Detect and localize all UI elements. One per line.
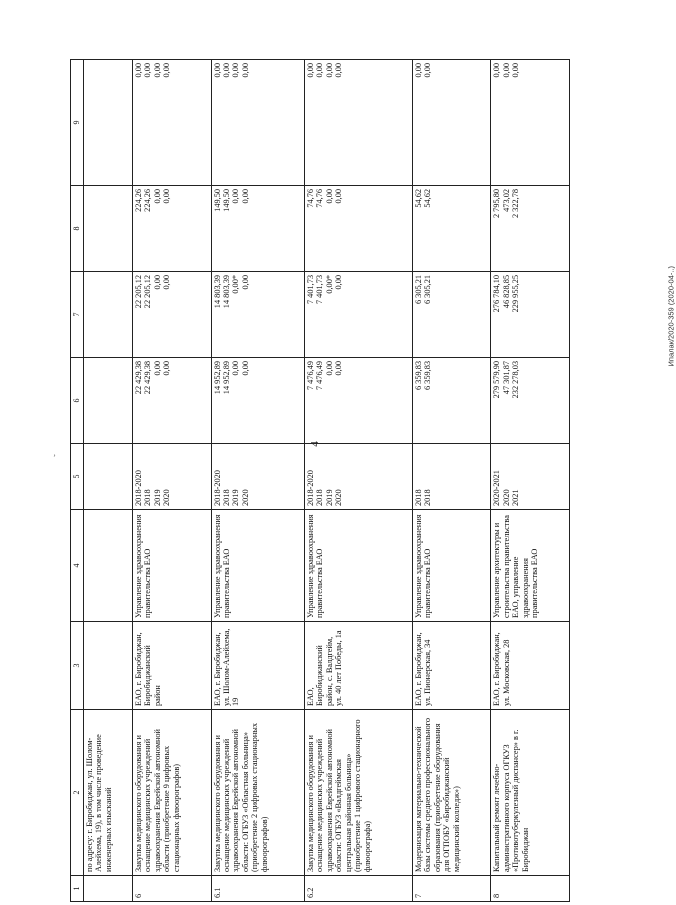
cell-col9-value: 0,00: [152, 63, 162, 78]
cell-col9-value: 0,00: [413, 63, 423, 78]
cell-col7: [132, 272, 211, 358]
cell-col7-value: 0,00*: [231, 275, 241, 294]
cell-years: [211, 444, 304, 510]
cell-col7-value: 276 784,10: [492, 275, 502, 313]
cell-col6: [304, 358, 412, 444]
cell-col6-value: 0,00: [152, 361, 162, 376]
cell-col8-value: 2 322,78: [511, 189, 521, 219]
cell-col6: [132, 358, 211, 444]
cell-col8-value: 224,26: [143, 189, 153, 212]
cell-name: Закупка медицинского оборудования и оснащение медицинских учреждений здравоохранения Еврейской автономной области: ОГБУЗ «Областная больница» (приобретение 2 цифровых стационарных флюорографов): [211, 710, 304, 876]
cell-col8-value: 149,50: [221, 189, 231, 212]
cell-years-value: 2018: [423, 489, 433, 506]
cell-col6-value: 14 952,89: [212, 361, 222, 395]
cell-col9: [211, 60, 304, 186]
cell-col6-value: 7 476,49: [315, 361, 325, 391]
table-row: [132, 60, 211, 902]
scan-mark: ʼ: [53, 453, 56, 463]
cell-col6-value: 279 579,90: [492, 361, 502, 399]
header-col-7: 7: [71, 272, 84, 358]
cell-col9-value: 0,00: [162, 63, 172, 78]
cell-executor: Управление архитектуры и строительства правительства ЕАО, управление здравоохранения правительства ЕАО: [491, 510, 570, 622]
cell-years-value: 2018: [221, 489, 231, 506]
header-col-4: 4: [71, 510, 84, 622]
cell-col9: [412, 60, 491, 186]
cell-years-value: 2020: [501, 489, 511, 506]
cell-col9-value: 0,00: [334, 63, 344, 78]
cell-col6-value: 0,00: [324, 361, 334, 376]
cell-col7-value: 22 205,12: [143, 275, 153, 309]
cell-col9-value: 0,00: [492, 63, 502, 78]
cell-col6-value: 6 359,83: [423, 361, 433, 391]
header-col-3: 3: [71, 622, 84, 710]
cell-col9-value: 0,00: [511, 63, 521, 78]
table-row: [412, 60, 491, 902]
cell-years-value: 2019: [152, 489, 162, 506]
header-row: [71, 60, 84, 902]
cell-no: 6.2: [304, 876, 412, 902]
cell-col8-value: 149,50: [212, 189, 222, 212]
cell-col8-value: 0,00: [324, 189, 334, 204]
cell-col9-value: 0,00: [423, 63, 433, 78]
cell-col6-value: 0,00: [334, 361, 344, 376]
cell-col8-value: 0,00: [162, 189, 172, 204]
cell-executor: Управление здравоохранения правительства ЕАО: [412, 510, 491, 622]
cell-col9-value: 0,00: [133, 63, 143, 78]
cell-years: [412, 444, 491, 510]
cell-years-value: 2019: [231, 489, 241, 506]
cell-col6: [491, 358, 570, 444]
cell-col7-value: 14 803,39: [221, 275, 231, 309]
header-col-5: 5: [71, 444, 84, 510]
cell-col7: [211, 272, 304, 358]
cell-col8: [304, 186, 412, 272]
cell-col7-value: 22 205,12: [133, 275, 143, 309]
cell-col9-value: 0,00: [231, 63, 241, 78]
cell-col6-value: 22 429,38: [143, 361, 153, 395]
table-row: [211, 60, 304, 902]
cell-col7-value: 6 305,21: [413, 275, 423, 305]
cell-no: 6.1: [211, 876, 304, 902]
cell-col8-value: 54,62: [413, 189, 423, 208]
document-reference: Ипалак/2020-359 (2020-04-..): [666, 266, 676, 367]
cell-address: ЕАО, Биробиджанский район, с. Валдгейм, ул. 40 лет Победы, 1а: [304, 622, 412, 710]
cell-years-value: 2019: [324, 489, 334, 506]
rotated-table-container: [70, 60, 570, 902]
cell-years-value: 2018-2020: [133, 470, 143, 506]
cell-executor: Управление здравоохранения правительства ЕАО: [304, 510, 412, 622]
cell-years-value: 2018: [413, 489, 423, 506]
header-col-2: 2: [71, 710, 84, 876]
cell-col6-value: 6 359,83: [413, 361, 423, 391]
cell-col8-value: 0,00: [152, 189, 162, 204]
cell-col6-value: 0,00: [231, 361, 241, 376]
cell-years-value: 2020: [334, 489, 344, 506]
cell-no: 7: [412, 876, 491, 902]
cell-years-value: 2020-2021: [492, 470, 502, 506]
cell-col8: [412, 186, 491, 272]
header-col-9: 9: [71, 60, 84, 186]
cell-col6: [211, 358, 304, 444]
cell-address: ЕАО, г. Биробиджан, Биробиджанский район: [132, 622, 211, 710]
cell-col8-value: 224,26: [133, 189, 143, 212]
cell-col9-value: 0,00: [305, 63, 315, 78]
cell-col9-value: 0,00: [240, 63, 250, 78]
cell-col7-value: 7 401,73: [315, 275, 325, 305]
cell-col8-value: 0,00: [231, 189, 241, 204]
cell-years: [491, 444, 570, 510]
cell-col7-value: 46 828,85: [501, 275, 511, 309]
cell-name: Закупка медицинского оборудования и оснащение медицинских учреждений здравоохранения Еврейской автономной области: ОГБУЗ «Валдгеймская центральная районная больница» (приобретение 1 цифрового стационарного флюорографа): [304, 710, 412, 876]
cell-name: Закупка медицинского оборудования и оснащение медицинских учреждений здравоохранения Еврейской автономной области (приобретение 9 цифровых стационарных флюорографов): [132, 710, 211, 876]
cell-col7-value: 0,00: [240, 275, 250, 290]
cell-col8: [211, 186, 304, 272]
cell-col9: [491, 60, 570, 186]
cell-col7-value: 0,00: [334, 275, 344, 290]
cell-col7: [491, 272, 570, 358]
cell-col8-value: 0,00: [240, 189, 250, 204]
cell-col8-value: 74,76: [315, 189, 325, 208]
cell-col9-value: 0,00: [143, 63, 153, 78]
cell-col7: [304, 272, 412, 358]
cell-col6-value: 232 278,03: [511, 361, 521, 399]
table-row: [491, 60, 570, 902]
cell-years-value: 2020: [240, 489, 250, 506]
cell-name: Капитальный ремонт лечебно-административного корпуса ОГКУЗ «Противотуберкулезный диспансер» в г. Биробиджан: [491, 710, 570, 876]
cell-col7-value: 0,00: [162, 275, 172, 290]
cell-years-value: 2018-2020: [212, 470, 222, 506]
cell-col9: [132, 60, 211, 186]
cell-executor: Управление здравоохранения правительства ЕАО: [211, 510, 304, 622]
cell-no: [84, 876, 133, 902]
cell-col6-value: 0,00: [162, 361, 172, 376]
cell-col9-value: 0,00: [501, 63, 511, 78]
cell-address: ЕАО, г. Биробиджан, ул. Шолом-Алейхема, 19: [211, 622, 304, 710]
cell-no: 8: [491, 876, 570, 902]
cell-col8: [132, 186, 211, 272]
cell-address: ЕАО, г. Биробиджан, ул. Московская, 28: [491, 622, 570, 710]
cell-col6: [412, 358, 491, 444]
cell-col6-value: 22 429,38: [133, 361, 143, 395]
header-col-8: 8: [71, 186, 84, 272]
cell-years-value: 2018: [315, 489, 325, 506]
cell-years: [132, 444, 211, 510]
cell-years-value: 2018: [143, 489, 153, 506]
cell-col9-value: 0,00: [221, 63, 231, 78]
cell-address: ЕАО, г. Биробиджан, ул. Пионерская, 34: [412, 622, 491, 710]
program-table: [70, 59, 570, 902]
cell-col6-value: 0,00: [240, 361, 250, 376]
cell-col7-value: 229 955,25: [511, 275, 521, 313]
cell-years-value: 2021: [511, 489, 521, 506]
cell-col9-value: 0,00: [315, 63, 325, 78]
cell-name-continuation: по адресу: г. Биробиджан, ул. Шолом-Алейхема, 19), в том числе проведение инженерных изысканий: [84, 710, 133, 876]
cell-col8-value: 54,62: [423, 189, 433, 208]
cell-col9-value: 0,00: [324, 63, 334, 78]
cell-col6-value: 7 476,49: [305, 361, 315, 391]
cell-col6-value: 47 301,87: [501, 361, 511, 395]
cell-years-value: 2020: [162, 489, 172, 506]
cell-col8-value: 473,02: [501, 189, 511, 212]
cell-col7-value: 0,00*: [324, 275, 334, 294]
cell-col9: [304, 60, 412, 186]
cell-col8-value: 74,76: [305, 189, 315, 208]
header-col-1: 1: [71, 876, 84, 902]
cell-col8-value: 2 795,80: [492, 189, 502, 219]
cell-years: [304, 444, 412, 510]
cell-col8: [491, 186, 570, 272]
cell-name: Модернизация материально-технической базы системы среднего профессионального образования (приобретение оборудования для ОГПОБУ «Биробиджанский медицинский колледж»): [412, 710, 491, 876]
cell-col6-value: 14 952,89: [221, 361, 231, 395]
cell-col7-value: 0,00: [152, 275, 162, 290]
cell-col7-value: 7 401,73: [305, 275, 315, 305]
cell-years-value: 2018-2020: [305, 470, 315, 506]
cell-col8-value: 0,00: [334, 189, 344, 204]
cell-col7: [412, 272, 491, 358]
cell-no: 6: [132, 876, 211, 902]
cell-col7-value: 6 305,21: [423, 275, 433, 305]
table-row: [304, 60, 412, 902]
page-number: 4: [308, 441, 321, 447]
cell-col9-value: 0,00: [212, 63, 222, 78]
cell-executor: Управление здравоохранения правительства ЕАО: [132, 510, 211, 622]
cell-col7-value: 14 803,39: [212, 275, 222, 309]
header-col-6: 6: [71, 358, 84, 444]
continuation-row: [84, 60, 133, 902]
